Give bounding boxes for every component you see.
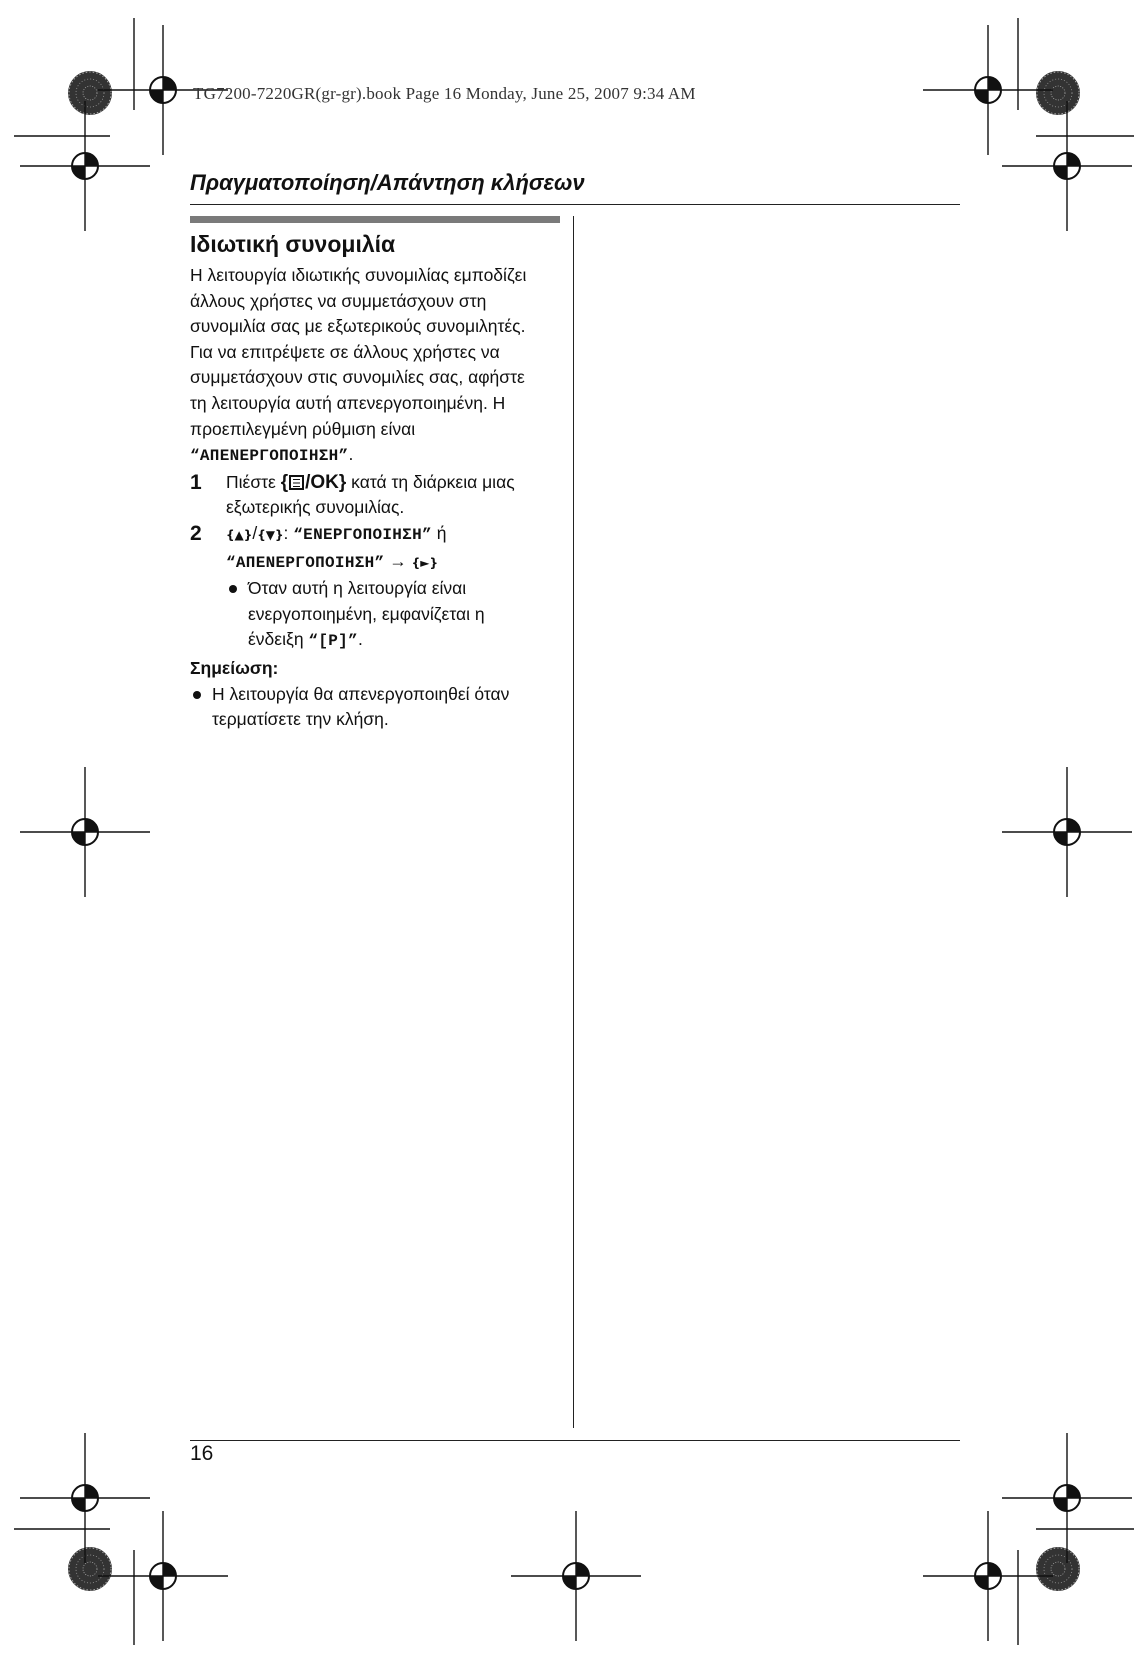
registration-crosshair-icon [20, 101, 150, 231]
bullet-line: ενεργοποιημένη, εμφανίζεται η [248, 603, 485, 624]
step-number: 1 [190, 470, 202, 494]
intro-line: τη λειτουργία αυτή απενεργοποιημένη. Η [190, 392, 506, 413]
note-bullet [190, 682, 560, 733]
key-label: /OK [305, 471, 339, 493]
menu-icon [289, 475, 304, 490]
note-line: τερματίσετε την κλήση. [212, 709, 389, 730]
step-number: 2 [190, 521, 202, 545]
step-text: εξωτερικής συνομιλίας. [226, 497, 405, 518]
key-bracket: } [338, 471, 347, 493]
header-rule [190, 204, 960, 205]
intro-line: Η λειτουργία ιδιωτικής συνομιλίας εμποδίζει [190, 265, 527, 285]
intro-paragraph [190, 263, 560, 470]
starburst-mark-top-left [68, 71, 112, 115]
intro-line: συμμετάσχουν στις συνομιλίες σας, αφήστε [190, 367, 525, 388]
key-bracket: { [280, 471, 289, 493]
step-2-bullet [226, 576, 560, 655]
registration-crosshair-icon [1002, 767, 1132, 897]
registration-crosshair-icon [923, 25, 1053, 155]
starburst-mark-bottom-left [68, 1547, 112, 1591]
default-setting-end: . [348, 444, 354, 465]
intro-line: άλλους χρήστες να συμμετάσχουν στη [190, 290, 487, 311]
option-disable: “ΑΠΕΝΕΡΓΟΠΟΙΗΣΗ” [226, 553, 385, 572]
column-divider [573, 216, 574, 1428]
starburst-mark-bottom-right [1036, 1547, 1080, 1591]
bullet-line: Όταν αυτή η λειτουργία είναι [248, 578, 467, 599]
note-title: Σημείωση: [190, 657, 279, 678]
privacy-indicator: “[P]” [308, 632, 358, 651]
up-arrow-key: {▲} [226, 527, 253, 542]
step-text: Πιέστε [226, 471, 281, 492]
starburst-mark-top-right [1036, 71, 1080, 115]
note-line: Η λειτουργία θα απενεργοποιηθεί όταν [212, 683, 510, 704]
section-title: Ιδιωτική συνομιλία [190, 231, 396, 257]
registration-crosshair-icon [511, 1511, 641, 1641]
bullet-line: ένδειξη [248, 629, 309, 650]
separator: / [252, 522, 258, 543]
footer-rule [190, 1440, 960, 1441]
default-setting-value: “ΑΠΕΝΕΡΓΟΠΟΙΗΣΗ” [190, 447, 349, 466]
or-word: ή [431, 522, 447, 543]
separator: : [283, 522, 294, 543]
registration-crosshair-icon [20, 1433, 150, 1563]
arrow-right-icon: → [384, 550, 412, 571]
menu-ok-key [281, 472, 347, 493]
step-2 [190, 521, 560, 576]
right-arrow-key: {►} [411, 555, 438, 570]
intro-line: Για να επιτρέψετε σε άλλους χρήστες να [190, 341, 500, 362]
registration-crosshair-icon [1002, 101, 1132, 231]
down-arrow-key: {▼} [257, 527, 284, 542]
registration-crosshair-icon [20, 767, 150, 897]
option-enable: “ΕΝΕΡΓΟΠΟΙΗΣΗ” [293, 525, 432, 544]
page-number: 16 [190, 1442, 214, 1465]
registration-crosshair-icon [1002, 1433, 1132, 1563]
step-1 [190, 470, 560, 521]
intro-line: συνομιλία σας με εξωτερικούς συνομιλητές. [190, 316, 526, 337]
printer-slug-line: TG7200-7220GR(gr-gr).book Page 16 Monday, June 25, 2007 9:34 AM [193, 84, 696, 103]
intro-line: προεπιλεγμένη ρύθμιση είναι [190, 418, 416, 439]
step-text: κατά τη διάρκεια μιας [346, 471, 515, 492]
left-column-content [190, 228, 560, 733]
bullet-end: . [357, 629, 363, 650]
registration-crosshair-icon [923, 1511, 1053, 1641]
section-header: Πραγματοποίηση/Απάντηση κλήσεων [190, 170, 585, 195]
title-bar [190, 216, 560, 223]
registration-crosshair-icon [98, 1511, 228, 1641]
